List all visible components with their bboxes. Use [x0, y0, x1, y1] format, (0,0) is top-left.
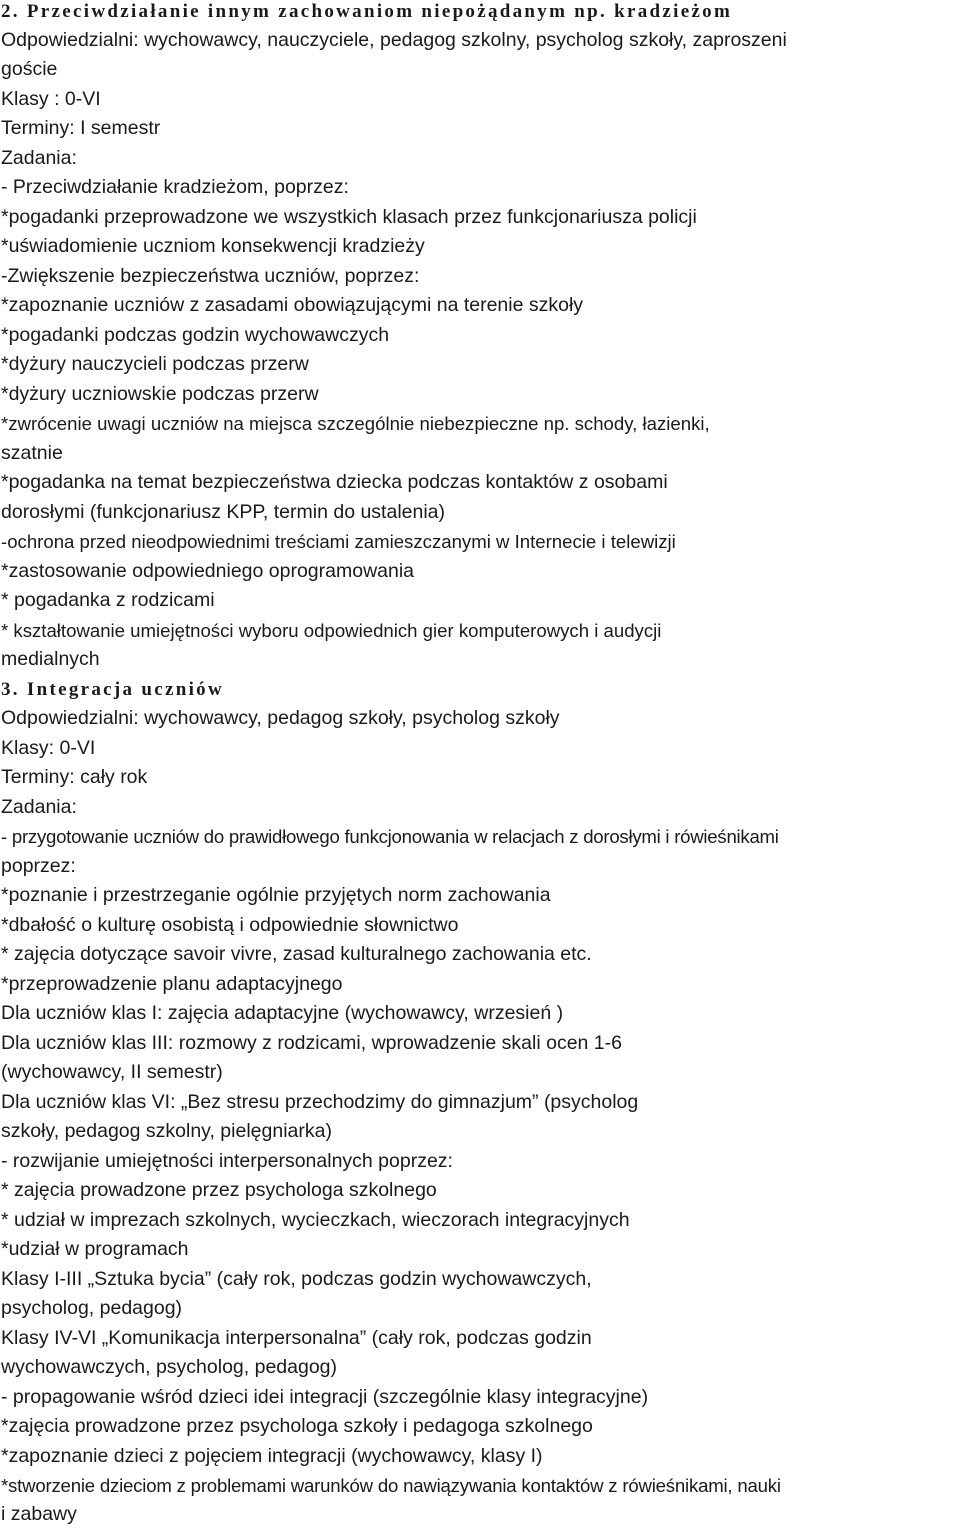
section-2-line: medialnych [1, 648, 100, 670]
section-3-line: szkoły, pedagog szkolny, pielęgniarka) [1, 1120, 332, 1142]
section-2-line: *uświadomienie uczniom konsekwencji kradzieży [1, 235, 425, 257]
section-2-line: *zapoznanie uczniów z zasadami obowiązującymi na terenie szkoły [1, 294, 584, 316]
section-2-responsible-cont: goście [1, 58, 58, 80]
section-3-line: - przygotowanie uczniów do prawidłowego funkcjonowania w relacjach z dorosłymi i rówieśnikami [1, 826, 779, 847]
section-3-line: - propagowanie wśród dzieci idei integracji (szczególnie klasy integracyjne) [1, 1386, 649, 1408]
section-2-line: *pogadanki podczas godzin wychowawczych [1, 324, 390, 346]
section-3-line: * zajęcia prowadzone przez psychologa szkolnego [1, 1179, 437, 1201]
section-3-line: *dbałość o kulturę osobistą i odpowiednie słownictwo [1, 914, 459, 936]
section-2-line: szatnie [1, 442, 63, 464]
section-2-responsible: Odpowiedzialni: wychowawcy, nauczyciele, pedagog szkolny, psycholog szkoły, zaproszeni [1, 29, 787, 51]
section-2-line: dorosłymi (funkcjonariusz KPP, termin do ustalenia) [1, 501, 446, 523]
section-3-line: Klasy I-III „Sztuka bycia” (cały rok, podczas godzin wychowawczych, [1, 1268, 592, 1290]
section-3-line: Klasy IV-VI „Komunikacja interpersonalna” (cały rok, podczas godzin [1, 1327, 592, 1349]
section-3-line: (wychowawcy, II semestr) [1, 1061, 223, 1083]
section-2-line: - Przeciwdziałanie kradzieżom, poprzez: [1, 176, 349, 198]
section-3-terms: Terminy: cały rok [1, 766, 148, 788]
section-2-heading: 2. Przeciwdziałanie innym zachowaniom niepożądanym np. kradzieżom [1, 1, 733, 22]
section-2-classes: Klasy : 0-VI [1, 88, 101, 110]
section-3-line: Dla uczniów klas I: zajęcia adaptacyjne (wychowawcy, wrzesień ) [1, 1002, 564, 1024]
section-2-terms: Terminy: I semestr [1, 117, 161, 139]
section-2-line: *pogadanki przeprowadzone we wszystkich klasach przez funkcjonariusza policji [1, 206, 697, 228]
section-3-line: i zabawy [1, 1503, 77, 1525]
section-2-line: -ochrona przed nieodpowiednimi treściami zamieszczanymi w Internecie i telewizji [1, 531, 676, 552]
section-3-line: poprzez: [1, 855, 76, 877]
section-2-line: *dyżury nauczycieli podczas przerw [1, 353, 309, 375]
section-2-line: * pogadanka z rodzicami [1, 589, 215, 611]
section-3-line: *udział w programach [1, 1238, 189, 1260]
section-2-line: -Zwiększenie bezpieczeństwa uczniów, poprzez: [1, 265, 420, 287]
section-3-responsible: Odpowiedzialni: wychowawcy, pedagog szkoły, psycholog szkoły [1, 707, 560, 729]
section-2-tasks-label: Zadania: [1, 147, 77, 169]
section-3-line: psycholog, pedagog) [1, 1297, 183, 1319]
section-3-tasks-label: Zadania: [1, 796, 77, 818]
section-2-line: *dyżury uczniowskie podczas przerw [1, 383, 319, 405]
section-3-line: * udział w imprezach szkolnych, wycieczkach, wieczorach integracyjnych [1, 1209, 630, 1231]
section-2-line: *pogadanka na temat bezpieczeństwa dziecka podczas kontaktów z osobami [1, 471, 668, 493]
section-3-line: Dla uczniów klas III: rozmowy z rodzicami, wprowadzenie skali ocen 1-6 [1, 1032, 622, 1054]
section-3-line: Dla uczniów klas VI: „Bez stresu przechodzimy do gimnazjum” (psycholog [1, 1091, 639, 1113]
section-3-line: *stworzenie dzieciom z problemami warunków do nawiązywania kontaktów z rówieśnikami, nauki [1, 1475, 781, 1496]
section-3-classes: Klasy: 0-VI [1, 737, 96, 759]
section-3-line: *przeprowadzenie planu adaptacyjnego [1, 973, 343, 995]
section-3-line: wychowawczych, psycholog, pedagog) [1, 1356, 338, 1378]
section-3-line: * zajęcia dotyczące savoir vivre, zasad kulturalnego zachowania etc. [1, 943, 592, 965]
section-3-line: - rozwijanie umiejętności interpersonalnych poprzez: [1, 1150, 453, 1172]
section-3-line: *zapoznanie dzieci z pojęciem integracji (wychowawcy, klasy I) [1, 1445, 543, 1467]
section-2-line: *zwrócenie uwagi uczniów na miejsca szczególnie niebezpieczne np. schody, łazienki, [1, 413, 710, 434]
section-3-line: *poznanie i przestrzeganie ogólnie przyjętych norm zachowania [1, 884, 551, 906]
section-2-line: * kształtowanie umiejętności wyboru odpowiednich gier komputerowych i audycji [1, 620, 662, 641]
section-2-line: *zastosowanie odpowiedniego oprogramowania [1, 560, 415, 582]
section-3-line: *zajęcia prowadzone przez psychologa szkoły i pedagoga szkolnego [1, 1415, 593, 1437]
section-3-heading: 3. Integracja uczniów [1, 679, 224, 700]
